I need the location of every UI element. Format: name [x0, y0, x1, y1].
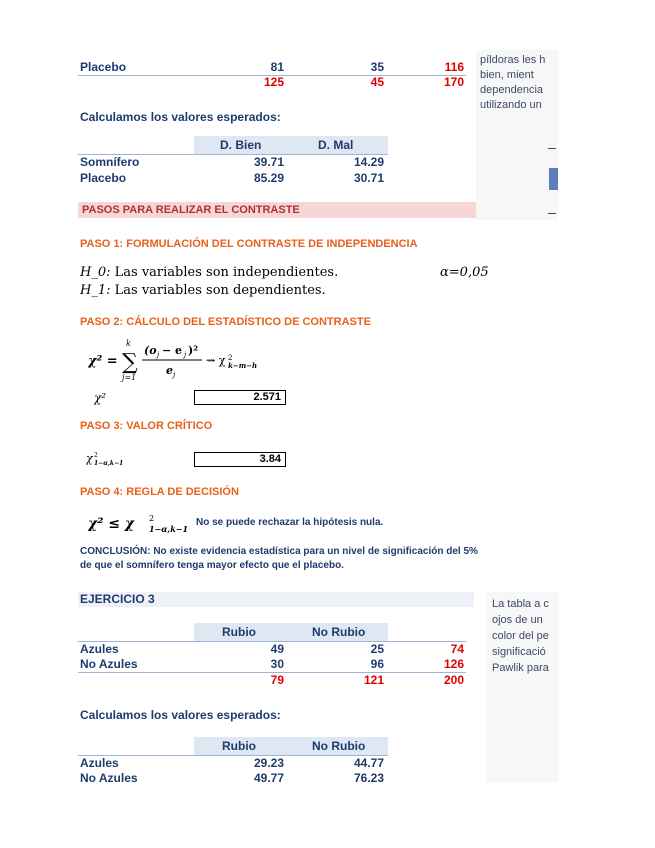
- critical-value-box[interactable]: 3.84: [194, 452, 286, 467]
- cell-value: 44.77: [353, 756, 384, 770]
- cell-total: 116: [444, 60, 464, 74]
- svg-text:j=1: j=1: [122, 373, 137, 382]
- svg-text:1−α,k−1: 1−α,k−1: [94, 460, 124, 467]
- section-title: Calculamos los valores esperados:: [80, 110, 281, 124]
- cell-total: 121: [363, 673, 384, 687]
- conclusion-line-1: CONCLUSIÓN: No existe evidencia estadística para un nivel de significación del 5%: [80, 546, 478, 557]
- svg-text:2: 2: [94, 452, 98, 459]
- h1-text: Las variables son dependientes.: [114, 283, 326, 298]
- cell-value: 29.23: [253, 756, 284, 770]
- side-text-line: dependencia: [480, 84, 544, 96]
- svg-text:χ² =: χ² =: [88, 354, 118, 369]
- svg-text:∑: ∑: [122, 350, 138, 375]
- cell-value: 25: [370, 642, 384, 656]
- cell-value: 49.77: [253, 771, 284, 785]
- svg-text:k−m−h: k−m−h: [228, 361, 258, 370]
- cell-value: 14.29: [353, 155, 384, 169]
- decision-formula: [88, 510, 194, 536]
- cell-value: 85.29: [253, 171, 284, 185]
- row-label: Somnífero: [80, 155, 140, 169]
- h1-symbol: H_1:: [80, 283, 111, 298]
- row-label: Placebo: [80, 171, 127, 185]
- paso1-heading: PASO 1: FORMULACIÓN DEL CONTRASTE DE INDEPENDENCIA: [80, 238, 418, 250]
- cell-value: 35: [370, 60, 384, 74]
- alpha-value: α=0,05: [440, 265, 489, 280]
- side-text-line: bien, mient: [480, 69, 534, 81]
- paso4-heading: PASO 4: REGLA DE DECISIÓN: [80, 486, 239, 498]
- cell-total: 170: [443, 75, 464, 89]
- side-text-line: utilizando un: [480, 99, 542, 111]
- svg-text:)²: )²: [188, 344, 199, 357]
- cell-total: 74: [450, 642, 464, 656]
- cell-value: 49: [270, 642, 284, 656]
- chi-symbol: [94, 388, 124, 406]
- column-header: Rubio: [222, 625, 256, 639]
- paso2-heading: PASO 2: CÁLCULO DEL ESTADÍSTICO DE CONTRASTE: [80, 316, 371, 328]
- cell-total: 200: [443, 673, 464, 687]
- svg-text:2: 2: [228, 354, 233, 362]
- row-label-placebo: Placebo: [80, 60, 127, 74]
- row-label: Azules: [80, 642, 119, 656]
- cell-total: 125: [263, 75, 284, 89]
- svg-text:χ² ≤ χ: χ² ≤ χ: [88, 516, 135, 532]
- steps-banner-title: PASOS PARA REALIZAR EL CONTRASTE: [82, 204, 300, 216]
- cell-value: 76.23: [353, 771, 384, 785]
- side-dash: [548, 213, 556, 214]
- column-header: D. Bien: [220, 138, 262, 152]
- cell-value: 96: [370, 657, 384, 671]
- h0-text: Las variables son independientes.: [114, 265, 339, 280]
- column-header: No Rubio: [312, 739, 366, 753]
- svg-text:χ: χ: [86, 452, 93, 465]
- svg-text:k: k: [126, 339, 131, 348]
- cell-total: 45: [370, 75, 384, 89]
- paso3-heading: PASO 3: VALOR CRÍTICO: [80, 420, 213, 432]
- critical-symbol: [86, 448, 166, 468]
- svg-text:⇝ χ: ⇝ χ: [206, 354, 226, 367]
- side-text-line: píldoras les h: [480, 54, 546, 66]
- h0-symbol: H_0:: [80, 265, 111, 280]
- svg-text:(o: (o: [144, 344, 157, 357]
- chi-value-box[interactable]: 2.571: [194, 390, 286, 405]
- side-text-line: color del pe: [492, 630, 549, 642]
- cell-total: 126: [443, 657, 464, 671]
- h0-line: [80, 265, 338, 280]
- decision-text: No se puede rechazar la hipótesis nula.: [196, 517, 384, 528]
- row-label: Azules: [80, 756, 119, 770]
- side-blue-button[interactable]: [549, 168, 558, 190]
- section-title: Calculamos los valores esperados:: [80, 708, 281, 722]
- side-text-line: ojos de un: [492, 614, 543, 626]
- row-label: No Azules: [80, 657, 138, 671]
- svg-text:χ²: χ²: [94, 391, 107, 405]
- conclusion-line-2: de que el somnífero tenga mayor efecto que el placebo.: [80, 560, 344, 571]
- column-header: Rubio: [222, 739, 256, 753]
- svg-text:− e: − e: [162, 344, 183, 357]
- svg-text:1−α,k−1: 1−α,k−1: [149, 524, 189, 534]
- cell-value: 30: [270, 657, 284, 671]
- svg-text:2: 2: [149, 514, 155, 523]
- svg-text:j: j: [184, 351, 187, 359]
- svg-text:e: e: [166, 364, 173, 377]
- h1-line: [80, 283, 326, 298]
- chi-square-formula: [88, 334, 268, 384]
- cell-value: 39.71: [253, 155, 284, 169]
- cell-value: 81: [270, 60, 284, 74]
- svg-text:j: j: [173, 371, 176, 379]
- side-text-line: La tabla a c: [492, 598, 549, 610]
- side-text-line: significació: [492, 646, 546, 658]
- cell-value: 30.71: [353, 171, 384, 185]
- column-header: D. Mal: [318, 138, 354, 152]
- svg-text:j: j: [157, 351, 160, 359]
- row-label: No Azules: [80, 771, 138, 785]
- ejercicio3-title: EJERCICIO 3: [80, 592, 155, 606]
- column-header: No Rubio: [312, 625, 366, 639]
- cell-total: 79: [270, 673, 284, 687]
- side-dash: [548, 148, 556, 149]
- side-text-line: Pawlik para: [492, 662, 549, 674]
